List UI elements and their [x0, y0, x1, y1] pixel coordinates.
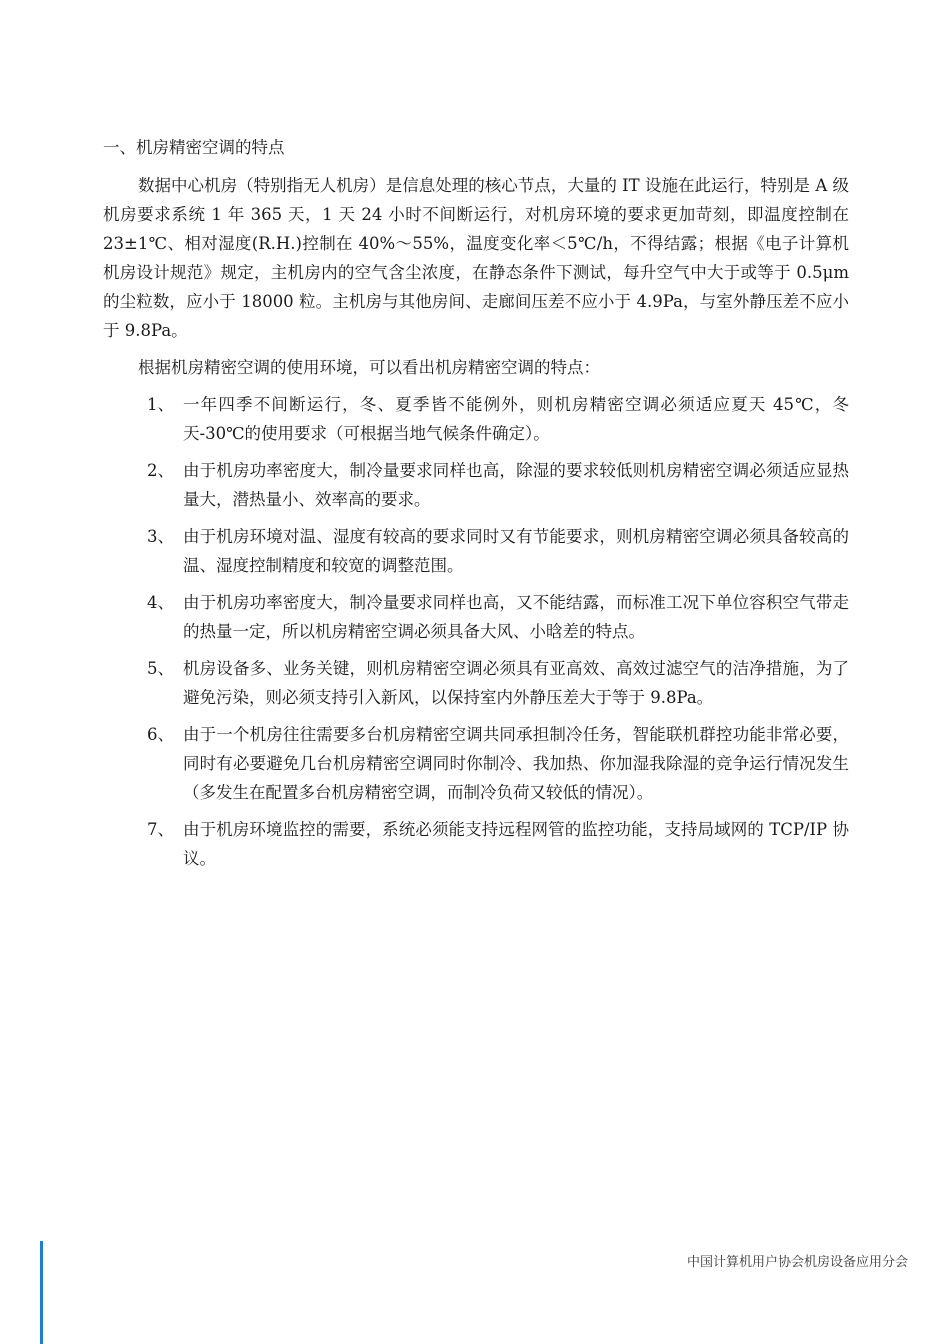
footer-accent-rule [40, 1241, 43, 1344]
footer-organization: 中国计算机用户协会机房设备应用分会 [686, 1255, 908, 1270]
list-item-number: 2、 [147, 461, 174, 480]
list-item-number: 5、 [147, 659, 174, 678]
list-item [103, 720, 849, 807]
list-item [103, 815, 849, 873]
list-item-number: 1、 [147, 395, 174, 414]
list-item-number: 6、 [147, 725, 174, 744]
list-item [103, 588, 849, 646]
list-item-text: 一年四季不间断运行，冬、夏季皆不能例外，则机房精密空调必须适应夏天 45℃，冬天-30℃的使用要求（可根据当地气候条件确定）。 [183, 395, 849, 443]
list-item-number: 7、 [147, 820, 174, 839]
list-item-text: 由于机房功率密度大，制冷量要求同样也高，除湿的要求较低则机房精密空调必须适应显热量大，潜热量小、效率高的要求。 [183, 461, 849, 509]
list-item-text: 由于机房环境监控的需要，系统必须能支持远程网管的监控功能，支持局域网的 TCP/IP 协议。 [183, 820, 849, 868]
list-item-number: 4、 [147, 593, 174, 612]
lead-paragraph: 根据机房精密空调的使用环境，可以看出机房精密空调的特点： [138, 358, 600, 377]
list-item-number: 3、 [147, 527, 174, 546]
feature-list [103, 390, 849, 873]
document-body [103, 133, 849, 881]
list-item-text: 由于机房功率密度大，制冷量要求同样也高，又不能结露，而标准工况下单位容积空气带走的热量一定，所以机房精密空调必须具备大风、小晗差的特点。 [183, 593, 849, 641]
list-item [103, 390, 849, 448]
intro-paragraph: 数据中心机房（特别指无人机房）是信息处理的核心节点，大量的 IT 设施在此运行，特别是 A 级机房要求系统 1 年 365 天，1 天 24 小时不间断运行，对机房环境的要求更加苛刻，即温度控制在 23±1℃、相对湿度(R.H.)控制在 40%～55%，温度变化率＜5℃/h，不得结露；根据《电子计算机机房设计规范》规定，主机房内的空气含尘浓度，在静态条件下测试，每升空气中大于或等于 0.5μm 的尘粒数，应小于 18000 粒。主机房与其他房间、走廊间压差不应小于 4.9Pa，与室外静压差不应小于 9.8Pa。 [103, 176, 849, 340]
list-item-text: 机房设备多、业务关键，则机房精密空调必须具有亚高效、高效过滤空气的洁净措施，为了避免污染，则必须支持引入新风，以保持室内外静压差大于等于 9.8Pa。 [183, 659, 849, 707]
list-item [103, 456, 849, 514]
list-item-text: 由于一个机房往往需要多台机房精密空调共同承担制冷任务，智能联机群控功能非常必要，同时有必要避免几台机房精密空调同时你制冷、我加热、你加湿我除湿的竞争运行情况发生（多发生在配置多台机房精密空调，而制冷负荷又较低的情况）。 [183, 725, 849, 802]
list-item [103, 522, 849, 580]
list-item-text: 由于机房环境对温、湿度有较高的要求同时又有节能要求，则机房精密空调必须具备较高的温、湿度控制精度和较宽的调整范围。 [183, 527, 849, 575]
list-item [103, 654, 849, 712]
section-heading: 一、机房精密空调的特点 [103, 138, 285, 157]
